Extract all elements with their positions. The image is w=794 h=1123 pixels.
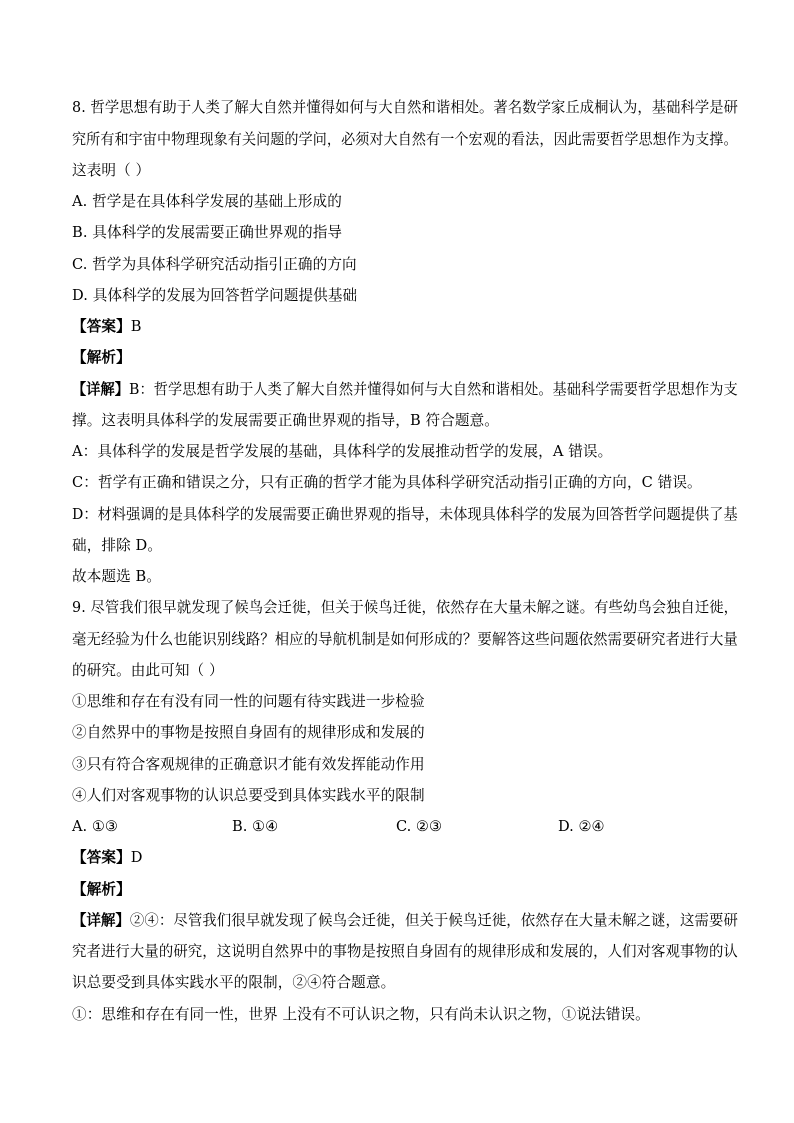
q8-option-a: A. 哲学是在具体科学发展的基础上形成的: [72, 193, 342, 210]
q8-detail-line-1: [72, 380, 738, 400]
q8-option-d: D. 具体科学的发展为回答哲学问题提供基础: [72, 287, 358, 304]
q9-detail-line-3: 识总要受到具体实践水平的限制，②④符合题意。: [72, 974, 396, 991]
q9-choice-b: B. ①④: [232, 818, 279, 835]
q9-analysis-label: 【解析】: [72, 881, 131, 898]
q8-analysis-label: 【解析】: [72, 349, 131, 366]
q8-detail-line-3: A：具体科学的发展是哲学发展的基础，具体科学的发展推动哲学的发展，A 错误。: [72, 443, 613, 460]
q9-statement-1: ①思维和存在有没有同一性的问题有待实践进一步检验: [72, 693, 425, 710]
q8-conclusion: 故本题选 B。: [72, 568, 162, 585]
q8-detail-line-5: D：材料强调的是具体科学的发展需要正确世界观的指导，未体现具体科学的发展为回答哲学问题提供了基: [72, 506, 738, 523]
q9-detail-text-1: ②④：尽管我们很早就发现了候鸟会迁徙，但关于候鸟迁徙，依然存在大量未解之谜，这需要研: [129, 912, 738, 929]
q8-detail-line-6: 础，排除 D。: [72, 537, 163, 554]
q9-stem-line-1: 9. 尽管我们很早就发现了候鸟会迁徙，但关于候鸟迁徙，依然存在大量未解之谜。有些幼鸟会独自迁徙，: [72, 599, 739, 616]
q8-answer: [72, 317, 142, 337]
q9-answer-value: D: [130, 849, 143, 866]
q8-option-c: C. 哲学为具体科学研究活动指引正确的方向: [72, 256, 357, 273]
q8-answer-value: B: [130, 318, 142, 335]
q8-detail-line-4: C：哲学有正确和错误之分，只有正确的哲学才能为具体科学研究活动指引正确的方向，C 错误。: [72, 474, 702, 491]
q9-answer: [72, 848, 143, 868]
q8-answer-label: 【答案】: [72, 318, 131, 335]
q9-answer-label: 【答案】: [72, 849, 131, 866]
q8-stem-line-2: 究所有和宇宙中物理现象有关问题的学问，必须对大自然有一个宏观的看法，因此需要哲学思想作为支撑。: [72, 131, 738, 148]
q9-statement-2: ②自然界中的事物是按照自身固有的规律形成和发展的: [72, 724, 425, 741]
q9-detail-line-4: ①：思维和存在有同一性，世界 上没有不可认识之物，只有尚未认识之物，①说法错误。: [72, 1006, 650, 1023]
q8-option-b: B. 具体科学的发展需要正确世界观的指导: [72, 224, 343, 241]
q9-statement-3: ③只有符合客观规律的正确意识才能有效发挥能动作用: [72, 756, 425, 773]
q8-stem-line-3: 这表明（ ）: [72, 162, 151, 179]
q9-choice-d: D. ②④: [558, 818, 605, 835]
q8-detail-text-1: B：哲学思想有助于人类了解大自然并懂得如何与大自然和谐相处。基础科学需要哲学思想作为支: [128, 381, 738, 398]
q9-choice-a: A. ①③: [72, 818, 118, 835]
q9-stem-line-3: 的研究。由此可知（ ）: [72, 662, 224, 679]
q9-detail-line-1: [72, 911, 738, 931]
q8-stem-line-1: 8. 哲学思想有助于人类了解大自然并懂得如何与大自然和谐相处。著名数学家丘成桐认为，基础科学是研: [72, 99, 739, 116]
q9-choice-c: C. ②③: [396, 818, 443, 835]
q9-detail-line-2: 究者进行大量的研究，这说明自然界中的事物是按照自身固有的规律形成和发展的，人们对客观事物的认: [72, 943, 738, 960]
q9-statement-4: ④人们对客观事物的认识总要受到具体实践水平的限制: [72, 787, 425, 804]
q8-detail-line-2: 撑。这表明具体科学的发展需要正确世界观的指导，B 符合题意。: [72, 412, 499, 429]
q9-detail-label: 【详解】: [72, 912, 130, 929]
q8-detail-label: 【详解】: [72, 381, 129, 398]
q9-stem-line-2: 毫无经验为什么也能识别线路？相应的导航机制是如何形成的？要解答这些问题依然需要研究者进行大量: [72, 631, 738, 648]
